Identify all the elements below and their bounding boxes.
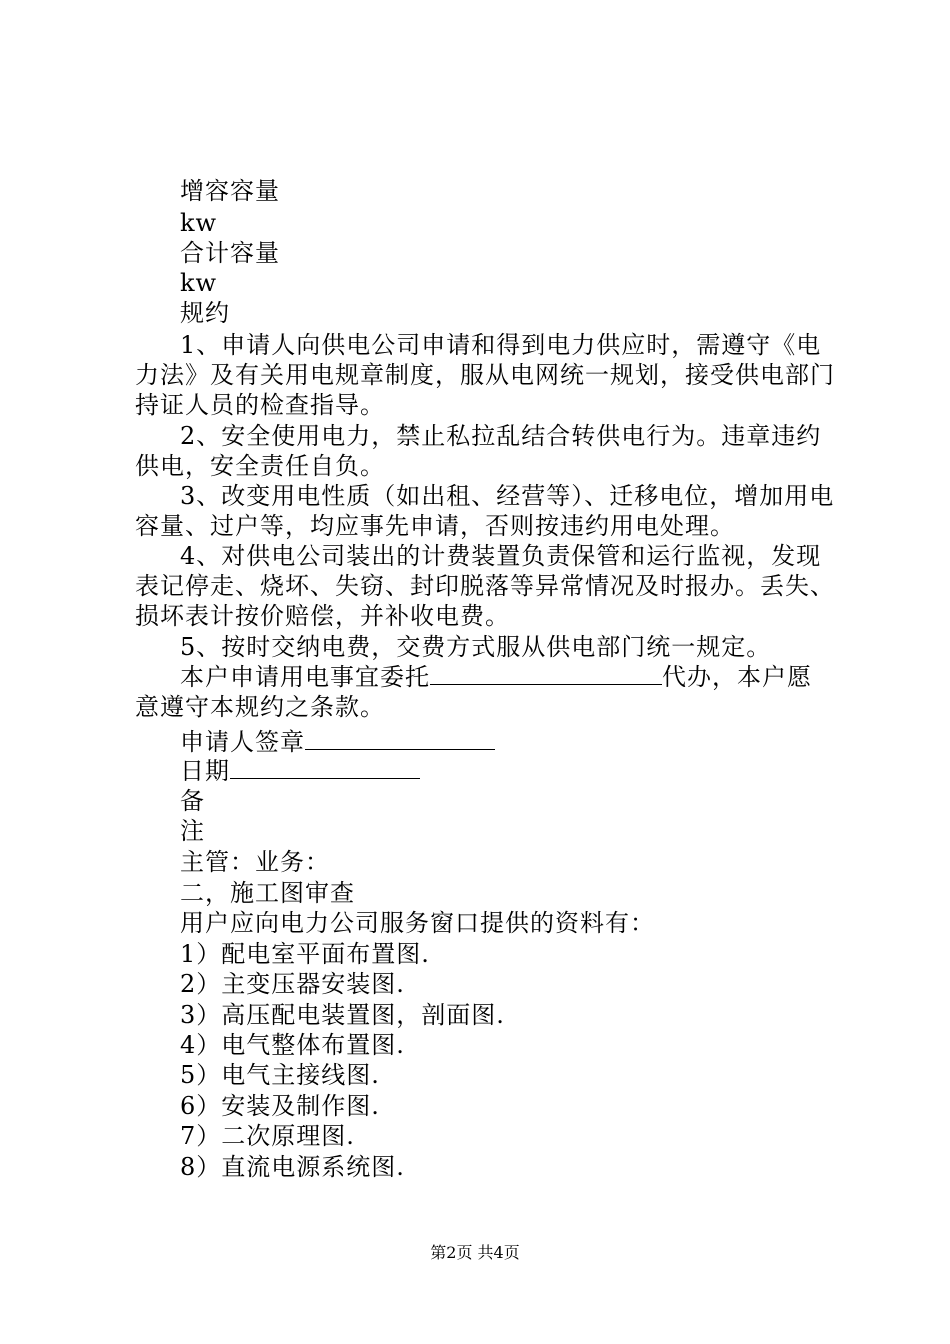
rule-item-3: 3、改变用电性质（如出租、经营等）、迁移电位，增加用电容量、过户等，均应事先申请，否则按违约用电处理。 [135, 482, 835, 540]
material-item-5: 5）电气主接线图. [180, 1061, 380, 1089]
remark-label-2: 注 [180, 817, 205, 845]
materials-intro: 用户应向电力公司服务窗口提供的资料有： [180, 909, 655, 937]
signature-row [180, 727, 495, 757]
rule-item-5: 5、按时交纳电费，交费方式服从供电部门统一规定。 [180, 633, 772, 661]
material-item-3: 3）高压配电装置图，剖面图. [180, 1001, 505, 1029]
entrust-paragraph [135, 662, 835, 722]
remark-label-1: 备 [180, 787, 205, 815]
date-row [180, 756, 420, 786]
supervisor-line: 主管：业务： [180, 848, 330, 876]
material-item-7: 7）二次原理图. [180, 1122, 355, 1150]
rules-title: 规约 [180, 299, 230, 327]
entrust-text-after: 代办，本户愿意遵守本规约之条款。 [135, 663, 812, 721]
signature-label: 申请人签章 [180, 728, 305, 756]
page-footer: 第2页 共4页 [430, 1243, 520, 1262]
rule-item-4: 4、对供电公司装出的计费装置负责保管和运行监视，发现表记停走、烧坏、失窃、封印脱落等异常情况及时报办。丢失、损坏表计按价赔偿，并补收电费。 [135, 542, 835, 630]
date-blank[interactable] [230, 756, 420, 779]
rule-item-1: 1、申请人向供电公司申请和得到电力供应时，需遵守《电力法》及有关用电规章制度，服从电网统一规划，接受供电部门持证人员的检查指导。 [135, 331, 835, 419]
entrust-text-before: 本户申请用电事宜委托 [180, 663, 430, 691]
increase-capacity-label: 增容容量 [180, 177, 280, 205]
kw-unit-1: kw [180, 209, 218, 237]
kw-unit-2: kw [180, 269, 218, 297]
total-capacity-label: 合计容量 [180, 239, 280, 267]
material-item-8: 8）直流电源系统图. [180, 1153, 405, 1181]
section-title: 二，施工图审查 [180, 879, 355, 907]
signature-blank[interactable] [305, 727, 495, 750]
date-label: 日期 [180, 757, 230, 785]
agent-name-blank[interactable] [430, 662, 662, 685]
material-item-4: 4）电气整体布置图. [180, 1031, 405, 1059]
rule-item-2: 2、安全使用电力，禁止私拉乱结合转供电行为。违章违约供电，安全责任自负。 [135, 422, 822, 480]
material-item-2: 2）主变压器安装图. [180, 970, 405, 998]
material-item-6: 6）安装及制作图. [180, 1092, 380, 1120]
material-item-1: 1）配电室平面布置图. [180, 940, 430, 968]
